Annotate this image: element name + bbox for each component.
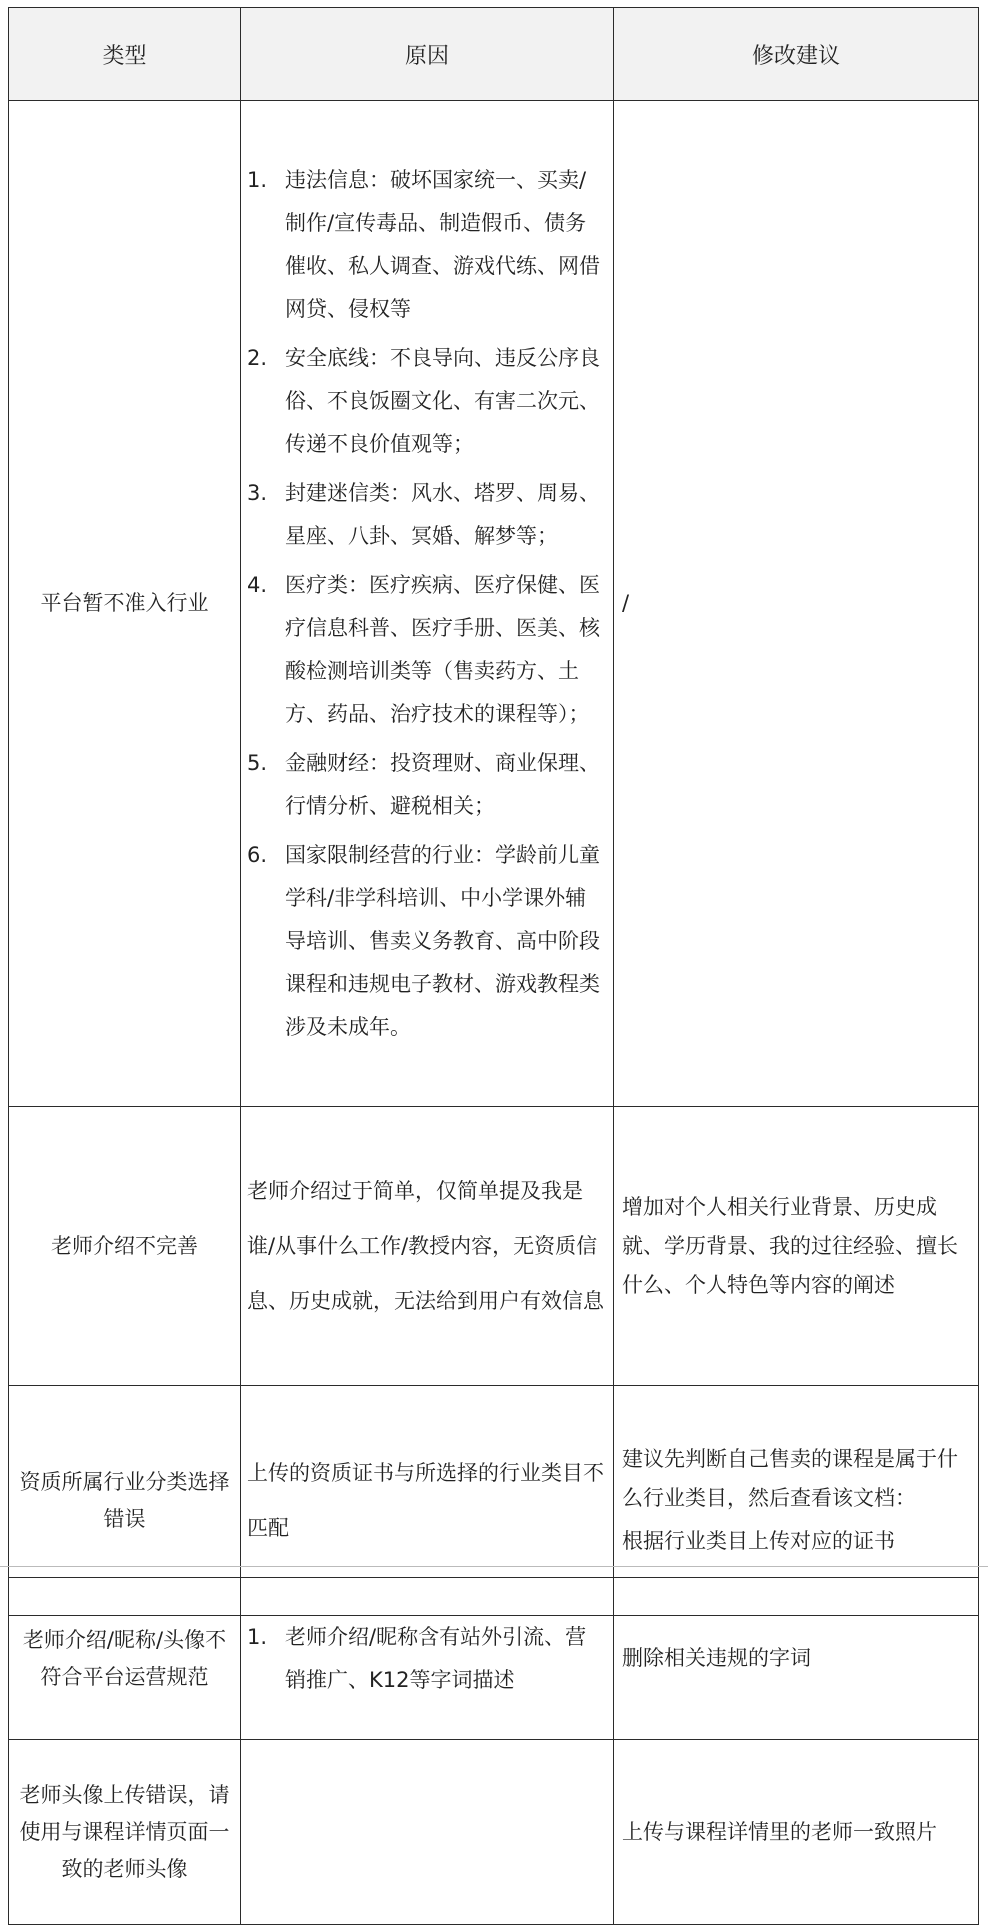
table-header-row [9,8,979,101]
table-row [9,1740,979,1925]
type-cell: 资质所属行业分类选择错误 [9,1386,241,1616]
policy-table-part-1 [8,7,979,1616]
list-item: 4. 医疗类：医疗疾病、医疗保健、医疗信息科普、医疗手册、医美、核酸检测培训类等（售卖药方、土方、药品、治疗技术的课程等）； [247,572,600,726]
table-row [9,1578,979,1740]
reason-list [247,159,607,1049]
reason-cell: 上传的资质证书与所选择的行业类目不匹配 [241,1386,614,1616]
reason-cell [241,101,614,1107]
list-item: 3. 封建迷信类：风水、塔罗、周易、星座、八卦、冥婚、解梦等； [247,480,600,548]
list-item: 6. 国家限制经营的行业：学龄前儿童学科/非学科培训、中小学课外辅导培训、售卖义务教育、高中阶段课程和违规电子教材、游戏教程类涉及未成年。 [247,842,600,1039]
type-cell: 平台暂不准入行业 [9,101,241,1107]
reason-cell: 老师介绍过于简单，仅简单提及我是谁/从事什么工作/教授内容，无资质信息、历史成就，无法给到用户有效信息 [241,1107,614,1386]
list-item: 1. 违法信息：破坏国家统一、买卖/制作/宣传毒品、制造假币、债务催收、私人调查、游戏代练、网借网贷、侵权等 [247,167,600,321]
reason-cell [241,1578,614,1740]
header-suggestion: 修改建议 [614,8,979,101]
header-type: 类型 [9,8,241,101]
type-cell: 老师头像上传错误，请使用与课程详情页面一致的老师头像 [9,1740,241,1925]
reason-list [247,1616,607,1702]
reason-cell [241,1740,614,1925]
list-item: 1. 老师介绍/昵称含有站外引流、营销推广、K12等字词描述 [247,1624,587,1692]
policy-table-part-2 [8,1577,979,1925]
list-item: 5. 金融财经：投资理财、商业保理、行情分析、避税相关； [247,750,600,818]
suggestion-cell: 增加对个人相关行业背景、历史成就、学历背景、我的过往经验、擅长什么、个人特色等内容的阐述 [614,1107,979,1386]
header-reason: 原因 [241,8,614,101]
type-cell: 老师介绍/昵称/头像不符合平台运营规范 [9,1578,241,1740]
suggestion-cell: 上传与课程详情里的老师一致照片 [614,1740,979,1925]
suggestion-line: 根据行业类目上传对应的证书 [622,1529,895,1553]
type-cell: 老师介绍不完善 [9,1107,241,1386]
suggestion-cell: / [614,101,979,1107]
list-item: 2. 安全底线：不良导向、违反公序良俗、不良饭圈文化、有害二次元、传递不良价值观等； [247,345,600,456]
table-row [9,101,979,1107]
table-row [9,1107,979,1386]
suggestion-line: 建议先判断自己售卖的课程是属于什么行业类目，然后查看该文档： [622,1447,958,1510]
suggestion-cell: 删除相关违规的字词 [614,1578,979,1740]
page-break-divider [0,1566,988,1567]
